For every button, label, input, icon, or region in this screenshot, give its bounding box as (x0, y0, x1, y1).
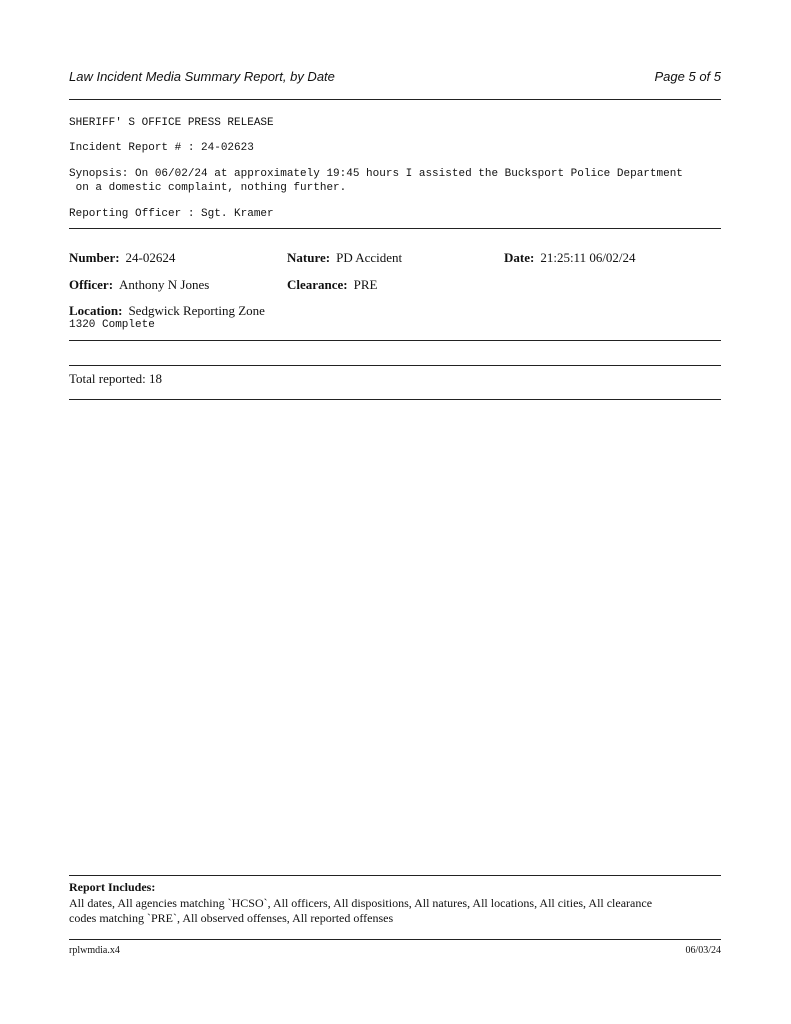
incident-number-label: Number: (69, 250, 120, 265)
incident-officer-field (69, 276, 209, 294)
reporting-officer-line: Reporting Officer : Sgt. Kramer (69, 208, 274, 220)
report-id: rplwmdia.x4 (69, 945, 120, 956)
incident-divider (69, 340, 721, 341)
incident-location-value: Sedgwick Reporting Zone (128, 303, 265, 318)
incident-clearance-field (287, 276, 377, 294)
print-date: 06/03/24 (685, 945, 721, 956)
report-title: Law Incident Media Summary Report, by Date (69, 69, 335, 84)
press-release-divider (69, 228, 721, 229)
footer-bottom-divider (69, 939, 721, 940)
header-divider (69, 99, 721, 100)
incident-officer-label: Officer: (69, 277, 114, 292)
report-includes-line-2: codes matching `PRE`, All observed offenses, All reported offenses (69, 911, 394, 925)
incident-location-field (69, 302, 265, 320)
footer-top-divider (69, 875, 721, 876)
incident-note: 1320 Complete (69, 319, 155, 331)
totals-top-divider (69, 365, 721, 366)
incident-date-label: Date: (504, 250, 535, 265)
incident-officer-value: Anthony N Jones (119, 277, 210, 292)
incident-clearance-value: PRE (353, 277, 378, 292)
synopsis-line-2: on a domestic complaint, nothing further. (69, 182, 347, 194)
incident-location-label: Location: (69, 303, 123, 318)
report-includes-line-1: All dates, All agencies matching `HCSO`, All officers, All dispositions, All natures, All locations, All cities, All clearance (69, 896, 653, 910)
page-number: Page 5 of 5 (654, 69, 721, 84)
synopsis-line-1: Synopsis: On 06/02/24 at approximately 19:45 hours I assisted the Bucksport Police Department (69, 168, 683, 180)
incident-nature-label: Nature: (287, 250, 331, 265)
total-reported: Total reported: 18 (69, 371, 162, 386)
incident-nature-value: PD Accident (336, 250, 403, 265)
press-release-heading: SHERIFF' S OFFICE PRESS RELEASE (69, 117, 274, 129)
incident-number-field (69, 249, 175, 267)
incident-date-field (504, 249, 636, 267)
incident-nature-field (287, 249, 402, 267)
incident-date-value: 21:25:11 06/02/24 (540, 250, 636, 265)
incident-clearance-label: Clearance: (287, 277, 348, 292)
totals-bottom-divider (69, 399, 721, 400)
incident-report-line: Incident Report # : 24-02623 (69, 142, 254, 154)
report-includes-label: Report Includes: (69, 880, 156, 894)
incident-number-value: 24-02624 (125, 250, 176, 265)
